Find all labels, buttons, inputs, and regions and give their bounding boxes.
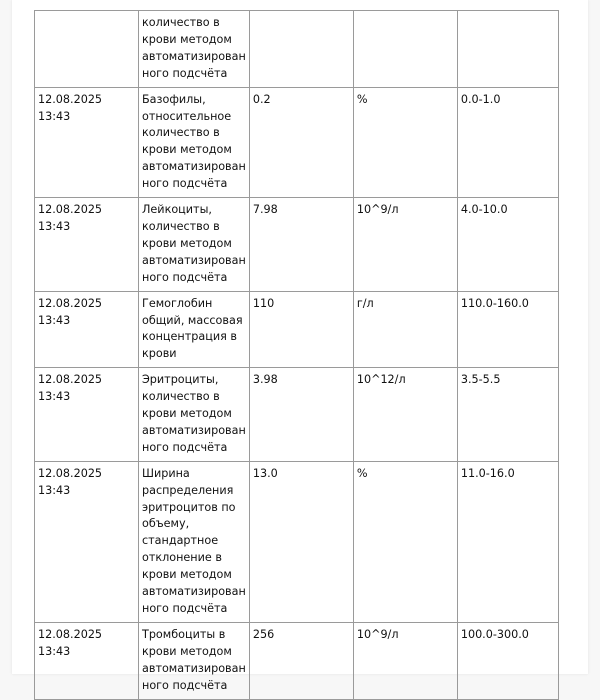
- reference-range-cell: [457, 11, 558, 88]
- test-name-line: крови методом: [142, 143, 232, 157]
- result-date-cell: [35, 11, 139, 88]
- result-unit-cell: %: [353, 87, 457, 197]
- test-name-cell: [139, 87, 250, 197]
- result-value-cell: 7.98: [249, 198, 353, 292]
- lab-results-body: [35, 11, 559, 700]
- test-name-line: автоматизирован: [142, 585, 246, 599]
- test-name-line: количество в: [142, 219, 220, 233]
- result-date-cell: 12.08.2025 13:43: [35, 291, 139, 368]
- table-row: [35, 461, 559, 622]
- result-unit-cell: 10^12/л: [353, 368, 457, 462]
- test-name-line: Лейкоциты,: [142, 203, 212, 217]
- test-name-line: стандартное: [142, 534, 219, 548]
- result-unit-cell: 10^9/л: [353, 198, 457, 292]
- test-name-line: крови методом: [142, 407, 232, 421]
- result-unit-cell: г/л: [353, 291, 457, 368]
- table-row: [35, 291, 559, 368]
- result-value-cell: 3.98: [249, 368, 353, 462]
- test-name-cell: [139, 198, 250, 292]
- test-name-line: концентрация в: [142, 330, 237, 344]
- test-name-line: Ширина: [142, 466, 190, 480]
- test-name-line: автоматизирован: [142, 49, 246, 63]
- result-date-cell: 12.08.2025 13:43: [35, 198, 139, 292]
- test-name-line: Гемоглобин: [142, 296, 213, 310]
- result-date-cell: 12.08.2025 13:43: [35, 622, 139, 699]
- test-name-line: общий, массовая: [142, 313, 243, 327]
- result-value-cell: 13.0: [249, 461, 353, 622]
- test-name-cell: [139, 622, 250, 699]
- result-date-cell: 12.08.2025 13:43: [35, 461, 139, 622]
- test-name-line: автоматизирован: [142, 160, 246, 174]
- result-date-cell: 12.08.2025 13:43: [35, 87, 139, 197]
- test-name-line: количество в: [142, 16, 220, 29]
- result-value-cell: 256: [249, 622, 353, 699]
- result-unit-cell: [353, 11, 457, 88]
- test-name-line: распределения: [142, 483, 234, 497]
- result-date-cell: 12.08.2025 13:43: [35, 368, 139, 462]
- test-name-line: Эритроциты,: [142, 373, 219, 387]
- test-name-line: Базофилы,: [142, 92, 206, 106]
- test-name-cell: [139, 368, 250, 462]
- reference-range-cell: 0.0-1.0: [457, 87, 558, 197]
- test-name-line: автоматизирован: [142, 253, 246, 267]
- test-name-line: автоматизирован: [142, 661, 246, 675]
- table-row: [35, 368, 559, 462]
- test-name-line: ного подсчёта: [142, 678, 228, 692]
- test-name-line: автоматизирован: [142, 423, 246, 437]
- result-unit-cell: %: [353, 461, 457, 622]
- test-name-line: эритроцитов по: [142, 500, 236, 514]
- test-name-line: ного подсчёта: [142, 66, 228, 80]
- test-name-line: крови: [142, 347, 177, 361]
- test-name-line: объему,: [142, 517, 190, 531]
- reference-range-cell: 11.0-16.0: [457, 461, 558, 622]
- test-name-cell: [139, 291, 250, 368]
- test-name-line: ного подсчёта: [142, 177, 228, 191]
- lab-results-table: [34, 10, 559, 700]
- reference-range-cell: 100.0-300.0: [457, 622, 558, 699]
- test-name-line: крови методом: [142, 644, 232, 658]
- reference-range-cell: 110.0-160.0: [457, 291, 558, 368]
- document-page: [12, 0, 588, 692]
- test-name-line: количество в: [142, 390, 220, 404]
- test-name-line: крови методом: [142, 236, 232, 250]
- result-value-cell: [249, 11, 353, 88]
- result-value-cell: 110: [249, 291, 353, 368]
- test-name-cell: [139, 461, 250, 622]
- test-name-line: отклонение в: [142, 551, 222, 565]
- test-name-line: крови методом: [142, 568, 232, 582]
- test-name-line: Тромбоциты в: [142, 627, 226, 641]
- test-name-line: ного подсчёта: [142, 270, 228, 284]
- test-name-line: ного подсчёта: [142, 440, 228, 454]
- result-unit-cell: 10^9/л: [353, 622, 457, 699]
- test-name-line: относительное: [142, 109, 232, 123]
- reference-range-cell: 3.5-5.5: [457, 368, 558, 462]
- table-row: [35, 622, 559, 699]
- test-name-cell: [139, 11, 250, 88]
- table-row: [35, 11, 559, 88]
- table-row: [35, 198, 559, 292]
- test-name-line: количество в: [142, 126, 220, 140]
- reference-range-cell: 4.0-10.0: [457, 198, 558, 292]
- table-row: [35, 87, 559, 197]
- result-value-cell: 0.2: [249, 87, 353, 197]
- test-name-line: ного подсчёта: [142, 602, 228, 615]
- test-name-line: крови методом: [142, 32, 232, 46]
